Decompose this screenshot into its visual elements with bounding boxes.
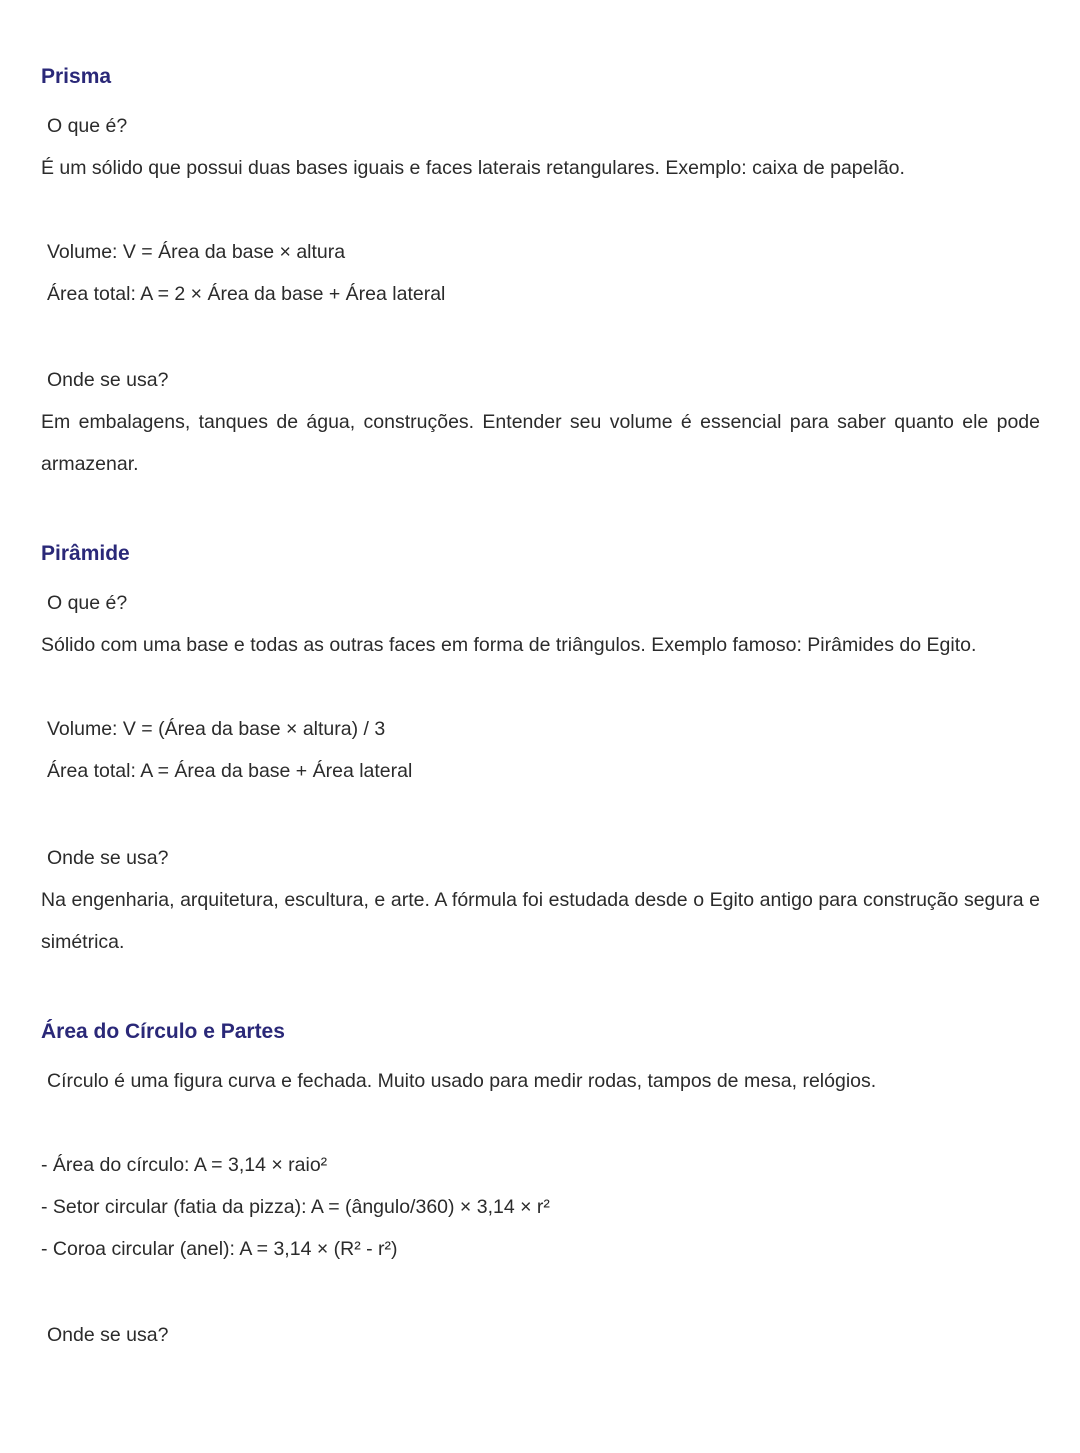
- intro-text: Círculo é uma figura curva e fechada. Muito usado para medir rodas, tampos de mesa, relógios.: [47, 1070, 877, 1092]
- area-formula: Área total: A = 2 × Área da base + Área lateral: [47, 283, 446, 305]
- what-is-text: Sólido com uma base e todas as outras faces em forma de triângulos. Exemplo famoso: Pirâmides do Egito.: [41, 634, 977, 656]
- section-title: Área do Círculo e Partes: [41, 1020, 285, 1043]
- where-used-label: Onde se usa?: [47, 1324, 169, 1346]
- where-used-label: Onde se usa?: [47, 847, 169, 869]
- where-used-text: Em embalagens, tanques de água, construções. Entender seu volume é essencial para saber quanto ele pode armazenar.: [41, 411, 1040, 475]
- volume-formula: Volume: V = (Área da base × altura) / 3: [47, 718, 386, 740]
- area-formula: Área total: A = Área da base + Área lateral: [47, 760, 413, 782]
- what-is-text: É um sólido que possui duas bases iguais e faces laterais retangulares. Exemplo: caixa de papelão.: [41, 157, 905, 179]
- section-title: Pirâmide: [41, 542, 130, 565]
- section-title: Prisma: [41, 65, 112, 88]
- sector-area-formula: - Setor circular (fatia da pizza): A = (ângulo/360) × 3,14 × r²: [41, 1196, 550, 1218]
- volume-formula: Volume: V = Área da base × altura: [47, 241, 346, 263]
- where-used-label: Onde se usa?: [47, 369, 169, 391]
- circle-area-formula: - Área do círculo: A = 3,14 × raio²: [41, 1154, 328, 1176]
- what-is-label: O que é?: [47, 592, 128, 614]
- what-is-label: O que é?: [47, 115, 128, 137]
- annulus-area-formula: - Coroa circular (anel): A = 3,14 × (R² - r²): [41, 1238, 398, 1260]
- where-used-text: Na engenharia, arquitetura, escultura, e arte. A fórmula foi estudada desde o Egito antigo para construção segura e simétrica.: [41, 889, 1040, 953]
